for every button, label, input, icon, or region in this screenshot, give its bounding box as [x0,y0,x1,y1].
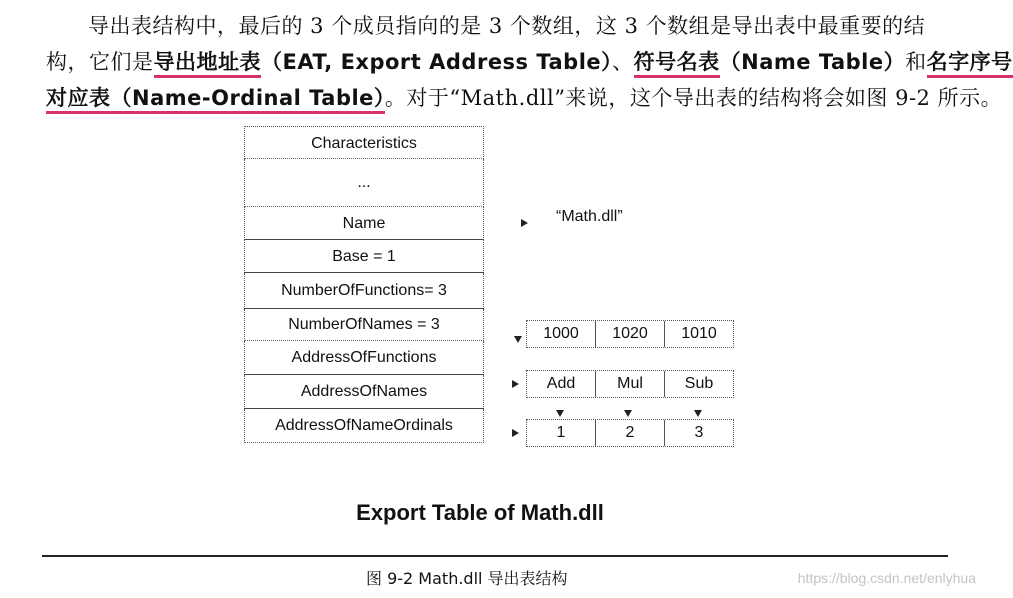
array-cell: 1 [556,424,566,441]
term-eat [154,50,613,78]
caption-divider [42,555,948,557]
term-ordinal-table-part2: 对应表 [46,86,111,114]
text-segment: 构，它们是 [46,50,154,74]
array-cell: 1020 [595,321,664,347]
array-cell: Mul [595,371,664,397]
term-name-table [634,50,905,78]
ordinals-array [526,419,734,447]
struct-row-address-of-name-ordinals: AddressOfNameOrdinals [244,409,484,443]
arrow-down-icon [624,410,632,417]
term-ordinal-table-english: （Name-Ordinal Table） [111,86,385,114]
struct-row-name: Name [244,207,484,240]
array-cell: 1010 [664,321,733,347]
arrow-down-icon [556,410,564,417]
array-cell: Add [546,375,576,392]
figure-title: Export Table of Math.dll [356,500,604,525]
struct-row-number-of-names: NumberOfNames = 3 [244,309,484,341]
watermark: https://blog.csdn.net/enlyhua [797,570,976,586]
text-segment: 。对于“Math.dll”来说，这个导出表的结构将会如图 9-2 所示。 [384,86,1003,110]
struct-row-address-of-functions: AddressOfFunctions [244,341,484,375]
names-array [526,370,734,398]
figure-caption: 图 9-2 Math.dll 导出表结构 [366,569,568,588]
paragraph-line-1: 导出表结构中，最后的 3 个成员指向的是 3 个数组，这 3 个数组是导出表中最重要的结 [88,14,926,38]
struct-row-ellipsis: ... [244,159,484,207]
array-cell: Sub [664,371,733,397]
array-cell: 2 [595,420,664,446]
struct-row-address-of-names: AddressOfNames [244,375,484,409]
term-name-table-label: 符号名表 [634,50,720,78]
term-name-table-english: （Name Table） [719,50,906,74]
array-cell: 1000 [543,325,579,342]
arrow-right-icon [512,429,519,437]
term-ordinal-table [46,86,385,114]
term-ordinal-table-part1: 名字序号 [927,50,1013,78]
paragraph-line-2 [46,44,1013,80]
paragraph-line-3 [46,80,1003,116]
dll-name-string: “Math.dll” [556,208,623,225]
arrow-right-icon [512,380,519,388]
arrow-down-icon [694,410,702,417]
term-eat-label: 导出地址表 [154,50,262,78]
export-directory-structure [244,126,484,443]
array-cell: 3 [664,420,733,446]
arrow-down-icon [514,336,522,343]
intro-paragraph [46,8,1013,116]
struct-row-characteristics: Characteristics [244,126,484,159]
text-segment: 、 [612,50,634,74]
arrow-right-icon [521,219,528,227]
struct-row-base: Base = 1 [244,240,484,273]
struct-row-number-of-functions: NumberOfFunctions= 3 [244,273,484,309]
text-segment: 和 [905,50,927,74]
functions-array [526,320,734,348]
term-eat-english: （EAT, Export Address Table） [261,50,613,74]
